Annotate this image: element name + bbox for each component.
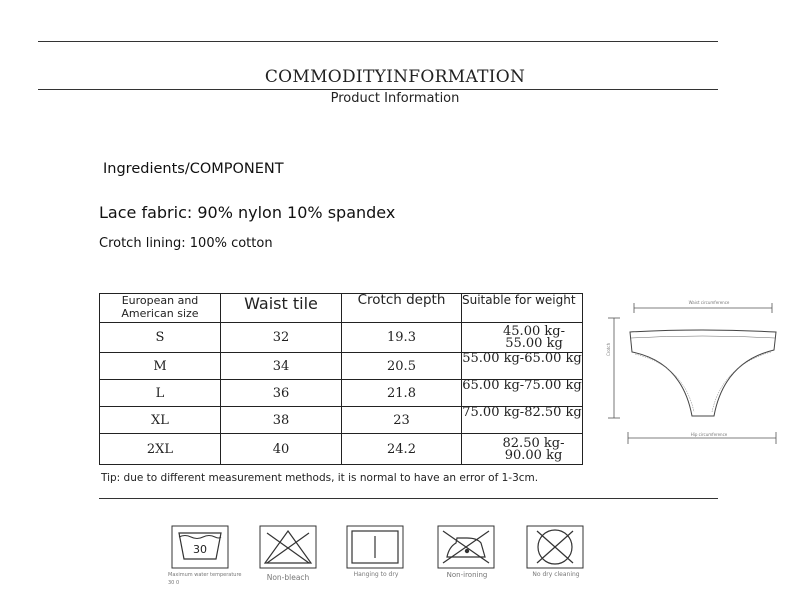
no-dry-clean-icon <box>526 525 584 569</box>
header-size: European and American size <box>100 294 221 323</box>
tip-rule <box>99 498 718 499</box>
garment-measurement-diagram <box>604 296 790 446</box>
table-row <box>100 380 583 407</box>
cell-size: S <box>100 323 221 353</box>
table-row <box>100 434 583 465</box>
wash-30-label: Maximum water temperature 30 0 <box>168 572 242 586</box>
crotch-lining-text: Crotch lining: 100% cotton <box>99 236 273 251</box>
hip-circumference-label: Hip circumference <box>690 432 728 437</box>
lace-fabric-text: Lace fabric: 90% nylon 10% spandex <box>99 203 396 222</box>
ingredients-heading: Ingredients/COMPONENT <box>103 161 284 177</box>
cell-weight: 55.00 kg-65.00 kg <box>462 353 583 380</box>
cell-crotch: 19.3 <box>342 323 462 353</box>
cell-crotch: 21.8 <box>342 380 462 407</box>
top-rule <box>38 41 718 42</box>
non-bleach-icon <box>259 525 317 569</box>
hang-dry-icon <box>346 525 404 569</box>
non-ironing-label: Non-ironing <box>446 571 488 579</box>
header-crotch: Crotch depth <box>342 294 462 323</box>
page-subtitle: Product Information <box>330 91 460 106</box>
non-bleach-label: Non-bleach <box>266 573 310 582</box>
cell-waist: 36 <box>221 380 342 407</box>
cell-weight: 65.00 kg-75.00 kg <box>462 380 583 407</box>
cell-weight: 45.00 kg-55.00 kg <box>462 323 583 353</box>
cell-weight: 82.50 kg-90.00 kg <box>462 434 583 465</box>
cell-weight: 75.00 kg-82.50 kg <box>462 407 583 434</box>
size-table <box>99 293 583 465</box>
cell-crotch: 24.2 <box>342 434 462 465</box>
cell-waist: 40 <box>221 434 342 465</box>
crotch-measure-label: Crotch <box>606 342 611 356</box>
hang-dry-label: Hanging to dry <box>353 571 399 578</box>
cell-crotch: 20.5 <box>342 353 462 380</box>
table-row <box>100 353 583 380</box>
no-dry-clean-label: No dry cleaning <box>532 571 580 578</box>
non-ironing-icon <box>437 525 495 569</box>
cell-size: L <box>100 380 221 407</box>
wash-30-icon <box>171 525 229 569</box>
wash-temperature-number: 30 <box>193 543 207 556</box>
cell-waist: 32 <box>221 323 342 353</box>
header-weight: Suitable for weight <box>462 294 583 323</box>
table-row <box>100 407 583 434</box>
title-rule <box>38 89 718 90</box>
cell-crotch: 23 <box>342 407 462 434</box>
table-row <box>100 323 583 353</box>
waist-circumference-label: Waist circumference <box>688 300 730 305</box>
header-waist: Waist tile <box>221 294 342 323</box>
cell-waist: 34 <box>221 353 342 380</box>
cell-size: 2XL <box>100 434 221 465</box>
measurement-tip: Tip: due to different measurement methods, it is normal to have an error of 1-3cm. <box>101 472 539 484</box>
cell-size: XL <box>100 407 221 434</box>
table-header-row <box>100 294 583 323</box>
cell-size: M <box>100 353 221 380</box>
cell-waist: 38 <box>221 407 342 434</box>
briefs-outline-icon <box>604 296 790 446</box>
page-title: COMMODITYINFORMATION <box>264 67 526 87</box>
